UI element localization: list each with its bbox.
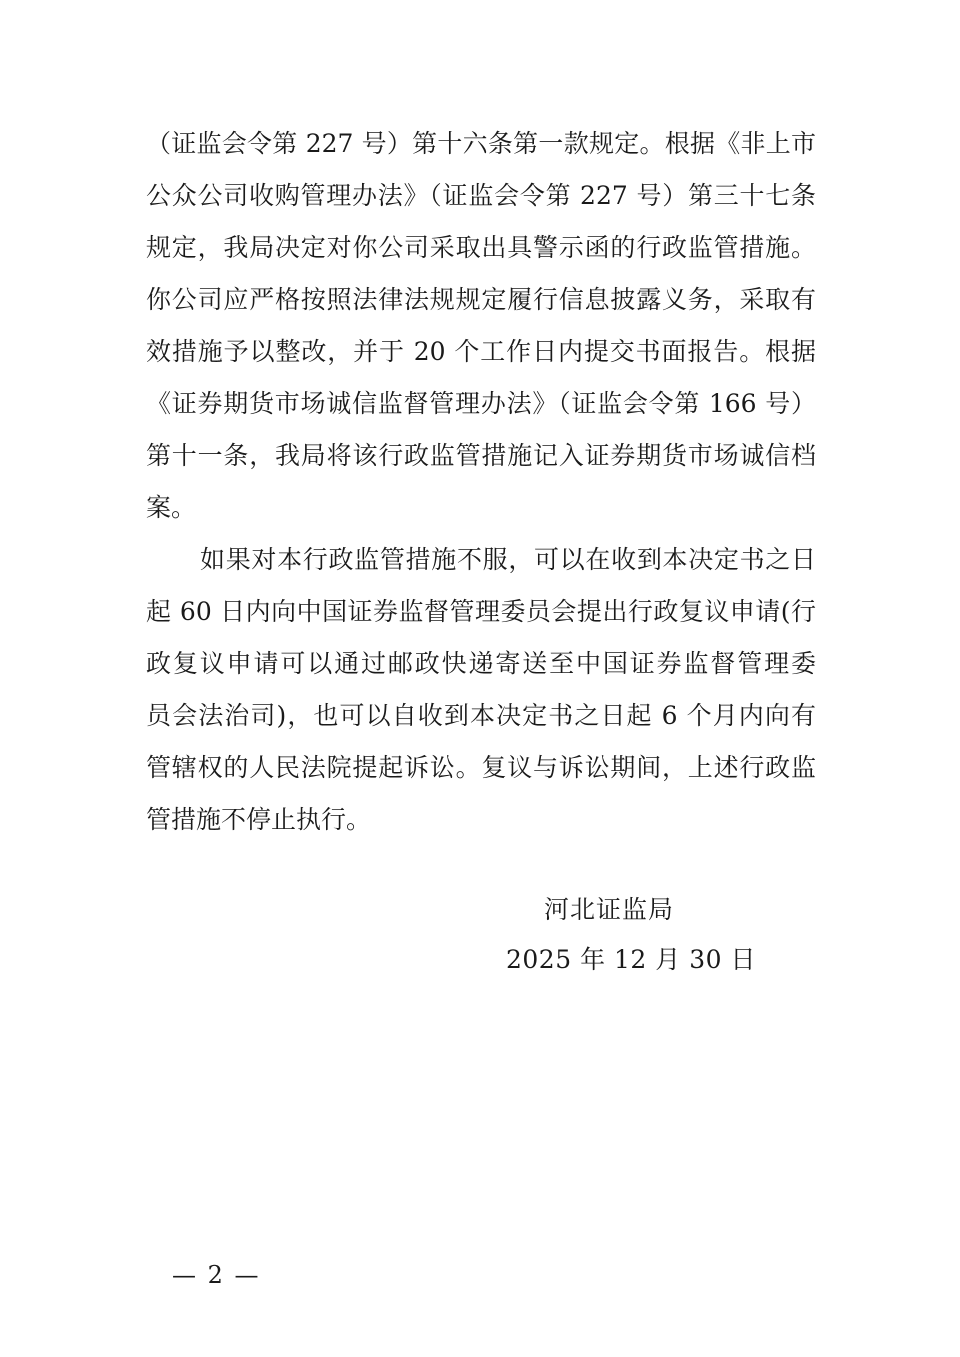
paragraph-1-line-3: 规定，我局决定对你公司采取出具警示函的行政监管措施。 [146, 233, 816, 262]
paragraph-2-line-4: 员会法治司)，也可以自收到本决定书之日起 6 个月内向有 [146, 701, 816, 730]
paragraph-2-line-1: 如果对本行政监管措施不服，可以在收到本决定书之日 [200, 545, 816, 574]
signature-organization: 河北证监局 [544, 895, 675, 924]
paragraph-1-line-4: 你公司应严格按照法律法规规定履行信息披露义务，采取有 [146, 285, 816, 314]
paragraph-2-line-5: 管辖权的人民法院提起诉讼。复议与诉讼期间，上述行政监 [146, 753, 816, 782]
page-number: — 2 — [172, 1261, 261, 1289]
paragraph-1-line-8: 案。 [146, 493, 197, 522]
paragraph-1-line-1: （证监会令第 227 号）第十六条第一款规定。根据《非上市 [146, 129, 816, 158]
paragraph-2-line-6: 管措施不停止执行。 [146, 805, 372, 834]
paragraph-1-line-5: 效措施予以整改，并于 20 个工作日内提交书面报告。根据 [146, 337, 816, 366]
paragraph-2-line-3: 政复议申请可以通过邮政快递寄送至中国证券监督管理委 [146, 649, 816, 678]
paragraph-1-line-7: 第十一条，我局将该行政监管措施记入证券期货市场诚信档 [146, 441, 816, 470]
paragraph-1-line-6: 《证券期货市场诚信监督管理办法》（证监会令第 166 号） [146, 389, 816, 418]
signature-date: 2025 年 12 月 30 日 [506, 945, 756, 974]
paragraph-2-line-2: 起 60 日内向中国证券监督管理委员会提出行政复议申请(行 [146, 597, 816, 626]
document-body [146, 118, 816, 846]
paragraph-1-line-2: 公众公司收购管理办法》（证监会令第 227 号）第三十七条 [146, 181, 816, 210]
